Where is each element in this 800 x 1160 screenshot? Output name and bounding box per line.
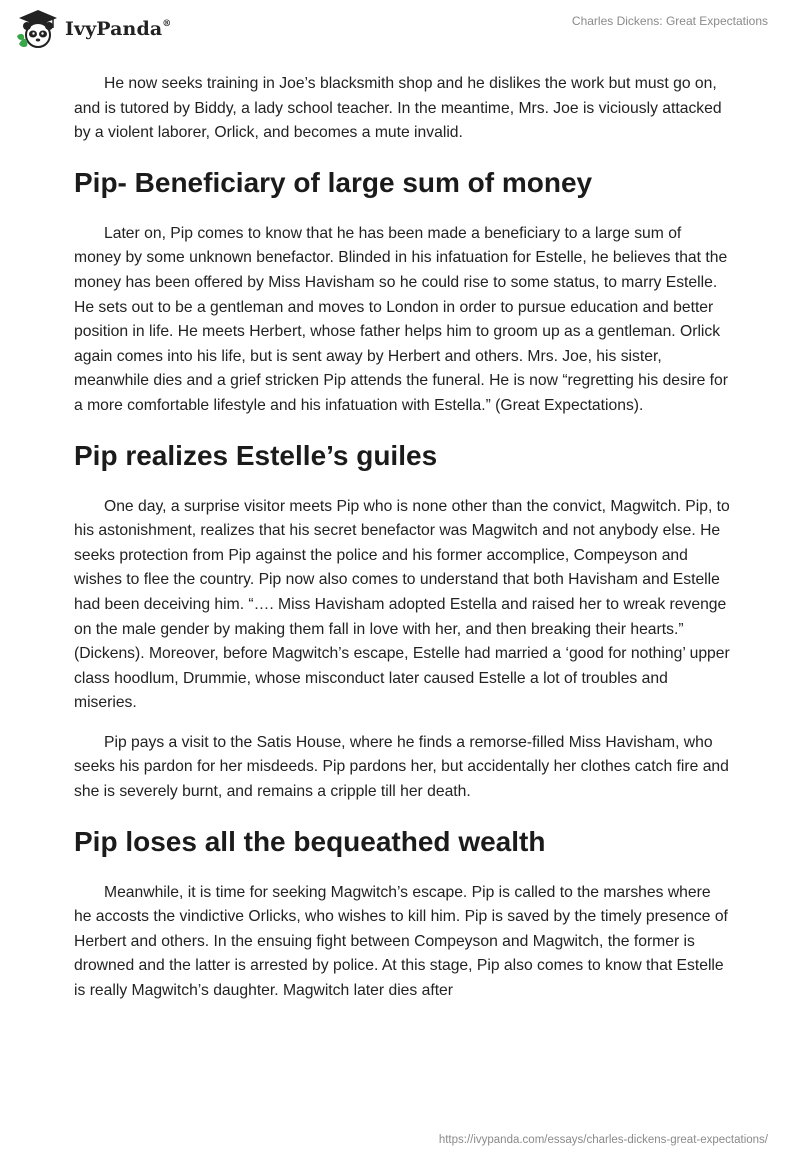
paragraph: Later on, Pip comes to know that he has been made a beneficiary to a large sum of money by some unknown benefactor. Blinded in his infatuation for Estelle, he believes that the money has been offered by Miss Havisham so he could rise to some status, to marry Estelle. He sets out to be a gentleman and moves to London in order to pursue education and better position in life. He meets Herbert, whose father helps him to groom up as a gentleman. Orlick again comes into his life, but is sent away by Herbert and others. Mrs. Joe, his sister, meanwhile dies and a grief stricken Pip attends the funeral. He is now “regretting his desire for a more comfortable lifestyle and his infatuation with Estella.” (Great Expectations). [74, 224, 728, 414]
section-heading: Pip loses all the bequeathed wealth [74, 825, 546, 857]
panda-graduate-icon [17, 8, 59, 50]
logo-wordmark: IvyPanda® [65, 18, 172, 40]
document-title: Charles Dickens: Great Expectations [571, 14, 768, 28]
page-header [0, 0, 800, 64]
source-url[interactable]: https://ivypanda.com/essays/charles-dickens-great-expectations/ [438, 1134, 768, 1146]
paragraph: Meanwhile, it is time for seeking Magwitch’s escape. Pip is called to the marshes where he accosts the vindictive Orlicks, who wishes to kill him. Pip is saved by the timely presence of Herbert and others. In the ensuing fight between Compeyson and Magwitch, the former is drowned and the latter is arrested by police. At this stage, Pip also comes to know that Estelle is really Magwitch’s daughter. Magwitch later dies after [74, 883, 728, 1000]
essay-body [74, 72, 730, 1019]
ivypanda-logo[interactable] [17, 8, 171, 50]
section-heading: Pip- Beneficiary of large sum of money [74, 166, 593, 198]
paragraph: Pip pays a visit to the Satis House, where he finds a remorse-filled Miss Havisham, who seeks his pardon for her misdeeds. Pip pardons her, but accidentally her clothes catch fire and she is severely burnt, and remains a cripple till her death. [74, 733, 729, 801]
paragraph: He now seeks training in Joe’s blacksmith shop and he dislikes the work but must go on, and is tutored by Biddy, a lady school teacher. In the meantime, Mrs. Joe is viciously attacked by a violent laborer, Orlick, and becomes a mute invalid. [74, 75, 722, 142]
paragraph: One day, a surprise visitor meets Pip who is none other than the convict, Magwitch. Pip, to his astonishment, realizes that his secret benefactor was Magwitch and not anybody else. He seeks protection from Pip against the police and his former accomplice, Compeyson and wishes to flee the country. Pip now also comes to understand that both Havisham and Estelle had been deceiving him. “…. Miss Havisham adopted Estella and raised her to wreak revenge on the male gender by making them fall in love with her, and then breaking their hearts.” (Dickens). Moreover, before Magwitch’s escape, Estelle had married a ‘good for nothing’ upper class hoodlum, Drummie, whose misconduct later caused Estelle a lot of troubles and miseries. [74, 497, 730, 712]
section-heading: Pip realizes Estelle’s guiles [74, 439, 438, 471]
